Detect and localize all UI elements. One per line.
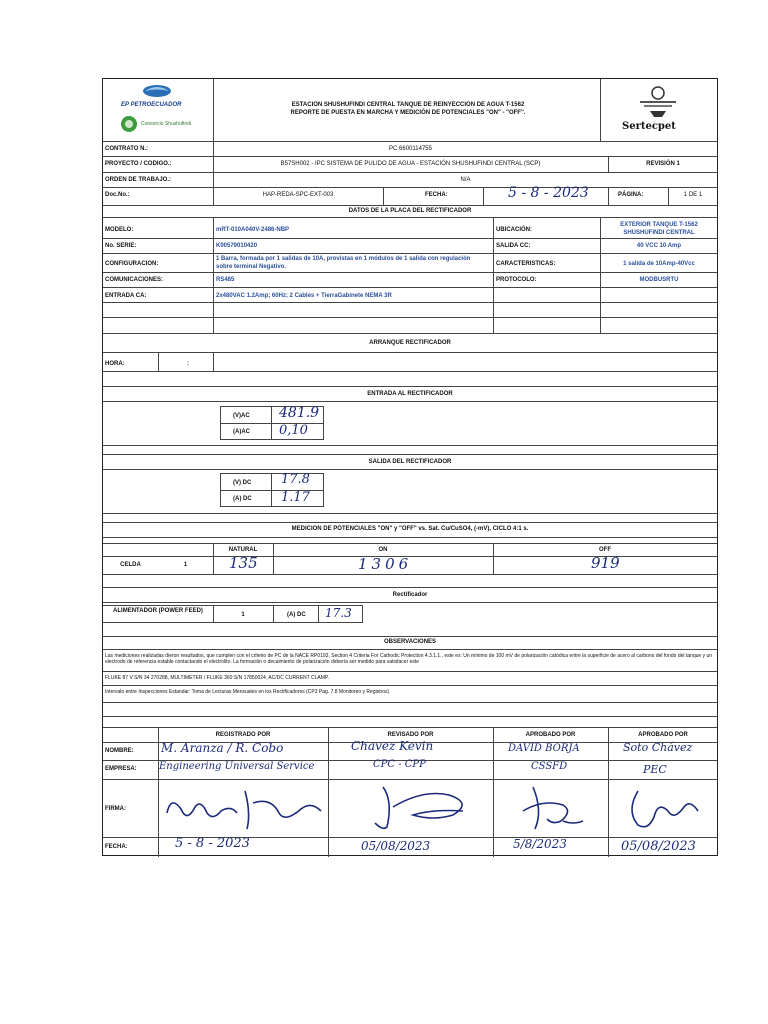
fecha-value: 5 - 8 - 2023 <box>508 185 589 201</box>
ap1-empresa: CSSFD <box>531 761 568 772</box>
revisado-label: REVISADO POR <box>387 732 434 738</box>
com-value: RS485 <box>216 277 235 283</box>
proyecto-value: B57SH002 - IPC SISTEMA DE PULIDO DE AGUA - ESTACIÓN SHUSHUFINDI CENTRAL (SCP) <box>280 161 541 167</box>
ap2-empresa: PEC <box>643 763 667 776</box>
arranque-title: ARRANQUE RECTIFICADOR <box>369 340 451 346</box>
modelo-value: mRT-010A040V-2486-NBP <box>216 227 290 233</box>
aac-value: 0,10 <box>279 423 308 438</box>
rectificador-title: Rectificador <box>392 592 428 598</box>
on-label: ON <box>378 547 388 553</box>
on-value: 1306 <box>358 555 413 573</box>
vdc-value: 17.8 <box>281 472 310 487</box>
entrada-ca-label: ENTRADA CA: <box>105 293 147 299</box>
caract-label: CARACTERISTICAS: <box>496 261 556 267</box>
report-sheet <box>102 78 718 856</box>
observaciones-title: OBSERVACIONES <box>383 639 437 645</box>
entrada-title: ENTRADA AL RECTIFICADOR <box>367 391 453 397</box>
celda-label: CELDA <box>120 562 141 568</box>
natural-label: NATURAL <box>228 547 258 553</box>
protocolo-label: PROTOCOLO: <box>496 277 537 283</box>
doc-value: HAP-REDA-SPC-EXT-003 <box>262 192 334 198</box>
off-value: 919 <box>591 554 620 572</box>
vdc-label: (V) DC <box>233 480 252 486</box>
title-line-2: REPORTE DE PUESTA EN MARCHA Y MEDICIÓN DE POTENCIALES "ON" - "OFF". <box>290 110 526 116</box>
natural-value: 135 <box>229 554 258 572</box>
empresa-label: EMPRESA: <box>105 766 137 772</box>
reg-nombre: M. Aranza / R. Cobo <box>161 741 284 755</box>
consorcio-logo <box>119 115 209 135</box>
observaciones-text-2: FLUKE 87 V S/N 34 270288, MULTIMETER / FLUKE 360 S/N 17850024, AC/DC CURRENT CLAMP. <box>105 675 329 681</box>
salida-value: 40 VCC 10 Amp <box>636 243 682 249</box>
alimentador-label: ALIMENTADOR (POWER FEED) <box>113 608 203 614</box>
ap2-nombre: Soto Chávez <box>623 741 693 754</box>
sertecpet-text: Sertecpet <box>622 121 676 132</box>
ap1-fecha: 5/8/2023 <box>513 837 567 851</box>
hora-sep: : <box>187 361 189 367</box>
reg-fecha: 5 - 8 - 2023 <box>175 836 250 851</box>
ap2-signature <box>618 781 713 833</box>
entrada-box <box>220 406 324 440</box>
adc-value: 1.17 <box>281 490 310 505</box>
salida-box <box>220 473 324 507</box>
sertecpet-logo-icon <box>608 85 708 119</box>
nombre-label: NOMBRE: <box>105 748 134 754</box>
sertecpet-logo <box>608 85 708 137</box>
protocolo-value: MODBUSRTU <box>639 277 679 283</box>
observaciones-text-3: Intervalo entre Inspecciones Estandar: Toma de Lecturas Mensuales en los Rectificadores (CP2 Pag. 7.8 Monitoreo y Registros) <box>105 689 390 695</box>
registrado-label: REGISTRADO POR <box>215 732 271 738</box>
consorcio-text: Consorcio Shushufindi <box>141 121 192 127</box>
firma-label: FIRMA: <box>105 806 126 812</box>
contrato-label: CONTRATO N.: <box>105 146 149 152</box>
proyecto-label: PROYECTO / CODIGO.: <box>105 161 172 167</box>
rev-fecha: 05/08/2023 <box>361 839 431 853</box>
vac-label: (V)AC <box>233 413 250 419</box>
com-label: COMUNICACIONES: <box>105 277 163 283</box>
serie-label: No. SERIE: <box>105 243 137 249</box>
hora-label: HORA: <box>105 361 125 367</box>
orden-value: N/A <box>460 177 471 183</box>
medicion-title: MEDICION DE POTENCIALES "ON" y "OFF" vs. Sat. Cu/CuSO4, (-mV), CICLO 4:1 s. <box>291 526 529 532</box>
celda-num: 1 <box>183 562 188 568</box>
orden-label: ORDEN DE TRABAJO.: <box>105 177 172 183</box>
salida-title: SALIDA DEL RECTIFICADOR <box>368 459 452 465</box>
ubicacion-label: UBICACIÓN: <box>496 227 532 233</box>
alimentador-row <box>103 605 363 623</box>
alimentador-num: 1 <box>241 612 245 618</box>
rev-signature <box>353 781 483 833</box>
doc-label: Doc.No.: <box>105 192 130 198</box>
pagina-value: 1 DE 1 <box>683 192 703 198</box>
entrada-ca-value: 2x480VAC 1.2Amp; 60Hz; 2 Cables + TierraGabinete NEMA 3R <box>216 293 392 299</box>
rev-nombre: Chavez Kevin <box>351 739 434 753</box>
modelo-label: MODELO: <box>105 227 134 233</box>
config-value: 1 Barra, formada por 1 salidas de 10A, provistas en 1 módulos de 1 salida con regulación sobre terminal Negativo. <box>216 256 471 270</box>
fecha-firma-label: FECHA: <box>105 844 128 850</box>
placa-title: DATOS DE LA PLACA DEL RECTIFICADOR <box>348 208 472 214</box>
rect-adc-value: 17.3 <box>325 606 352 620</box>
serie-value: K00579010420 <box>216 243 258 249</box>
medicion-table <box>103 543 717 575</box>
contrato-value: PC 6600114755 <box>389 146 432 152</box>
reg-empresa: Engineering Universal Service <box>159 761 315 772</box>
ap1-nombre: DAVID BORJA <box>508 743 580 754</box>
fecha-label: FECHA: <box>425 192 448 198</box>
rect-adc-label: (A) DC <box>287 612 306 618</box>
pagina-label: PÁGINA: <box>618 192 644 198</box>
observaciones-text-1: Las mediciones realizadas dieron resultados, que cumplen con el criterio de PC de la NACE RP0193, Section 4 Criteria For Cathodic Protection 4.3.1.1., este es: Un mínimo de 100 mV de polarización catódica entre la superficie de acero al carbono del fondo del tanque y un electrodo de referencia estable contactando el electrolito. La formación o decaimiento de polarización debería ser medido para satisfacer este <box>105 653 713 665</box>
aprobado2-label: APROBADO POR <box>638 732 688 738</box>
consorcio-logo-icon <box>119 115 141 133</box>
petroecuador-text: EP PETROECUADOR <box>121 102 182 108</box>
caract-value: 1 salida de 10Amp-40Vcc <box>623 261 695 267</box>
revision: REVISIÓN 1 <box>646 161 680 167</box>
ap2-fecha: 05/08/2023 <box>621 839 696 854</box>
aac-label: (A)AC <box>233 429 250 435</box>
ap1-signature <box>503 781 603 833</box>
reg-signature <box>161 783 326 833</box>
adc-label: (A) DC <box>233 496 252 502</box>
rev-empresa: CPC - CPP <box>373 759 426 770</box>
ubicacion-value: EXTERIOR TANQUE T-1562 SHUSHUFINDI CENTRAL <box>620 222 698 236</box>
vac-value: 481.9 <box>279 405 320 421</box>
petroecuador-logo <box>117 83 197 111</box>
title-line-1: ESTACION SHUSHUFINDI CENTRAL TANQUE DE REINYECCION DE AGUA T-1562 <box>291 102 525 108</box>
aprobado1-label: APROBADO POR <box>525 732 576 738</box>
config-label: CONFIGURACION: <box>105 261 159 267</box>
salida-label: SALIDA CC: <box>496 243 531 249</box>
off-label: OFF <box>599 547 611 553</box>
